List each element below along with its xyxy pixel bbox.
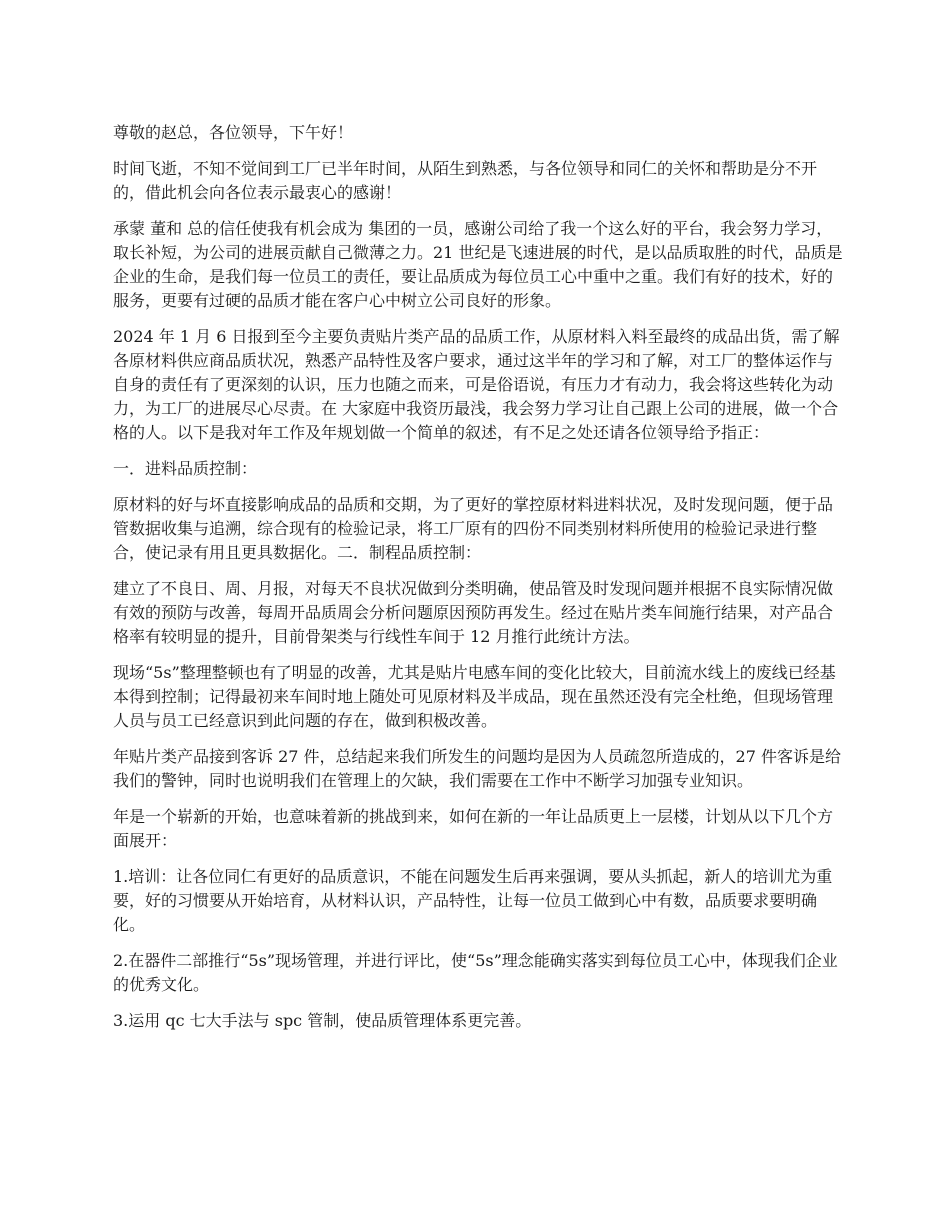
plan-item-training: 1.培训：让各位同仁有更好的品质意识，不能在问题发生后再来强调，要从头抓起，新人的培训尤为重要，好的习惯要从开始培育，从材料认识，产品特性，让每一位员工做到心中有数，品质要求要明确化。 bbox=[113, 867, 833, 934]
greeting: 尊敬的赵总，各位领导，下午好！ bbox=[113, 123, 354, 142]
paragraph-incoming-quality: 原材料的好与坏直接影响成品的品质和交期，为了更好的掌控原材料进料状况，及时发现问题，便于品管数据收集与追溯，综合现有的检验记录，将工厂原有的四份不同类别材料所使用的检验记录进行整合，使记录有用且更具数据化。二．制程品质控制： bbox=[113, 495, 834, 562]
plan-item-qc-spc: 3.运用 qc 七大手法与 spc 管制，使品质管理体系更完善。 bbox=[113, 1011, 532, 1030]
paragraph-process-quality: 建立了不良日、周、月报，对每天不良状况做到分类明确，使品管及时发现问题并根据不良实际情况做有效的预防与改善，每周开品质周会分析问题原因预防再发生。经过在贴片类车间施行结果，对产品合格率有较明显的提升，目前骨架类与行线性车间于 12 月推行此统计方法。 bbox=[113, 579, 834, 646]
paragraph-complaints: 年贴片类产品接到客诉 27 件，总结起来我们所发生的问题均是因为人员疏忽所造成的，27 件客诉是给我们的警钟，同时也说明我们在管理上的欠缺，我们需要在工作中不断学习加强专业知识。 bbox=[113, 747, 841, 790]
paragraph-commitment: 承蒙 董和 总的信任使我有机会成为 集团的一员，感谢公司给了我一个这么好的平台，我会努力学习，取长补短，为公司的进展贡献自己微薄之力。21 世纪是飞速进展的时代，是以品质取胜的时代，品质是企业的生命，是我们每一位员工的责任，要让品质成为每位员工心中重中之重。我们有好的技术，好的服务，更要有过硬的品质才能在客户心中树立公司良好的形象。 bbox=[113, 219, 843, 310]
document-body bbox=[113, 121, 843, 1045]
paragraph-gratitude: 时间飞逝，不知不觉间到工厂已半年时间，从陌生到熟悉，与各位领导和同仁的关怀和帮助是分不开的，借此机会向各位表示最衷心的感谢！ bbox=[113, 159, 818, 202]
section-heading-incoming-quality: 一．进料品质控制： bbox=[113, 459, 258, 478]
paragraph-work-summary: 2024 年 1 月 6 日报到至今主要负责贴片类产品的品质工作，从原材料入料至最终的成品出货，需了解各原材料供应商品质状况，熟悉产品特性及客户要求，通过这半年的学习和了解，对工厂的整体运作与自身的责任有了更深刻的认识，压力也随之而来，可是俗语说，有压力才有动力，我会将这些转化为动力，为工厂的进展尽心尽责。在 大家庭中我资历最浅，我会努力学习让自己跟上公司的进展，做一个合格的人。以下是我对年工作及年规划做一个简单的叙述，有不足之处还请各位领导给予指正： bbox=[113, 327, 840, 442]
paragraph-5s: 现场“5s”整理整顿也有了明显的改善，尤其是贴片电感车间的变化比较大，目前流水线上的废线已经基本得到控制；记得最初来车间时地上随处可见原材料及半成品，现在虽然还没有完全杜绝，但现场管理人员与员工已经意识到此问题的存在，做到积极改善。 bbox=[113, 663, 836, 730]
plan-item-5s: 2.在器件二部推行“5s”现场管理，并进行评比，使“5s”理念能确实落实到每位员工心中，体现我们企业的优秀文化。 bbox=[113, 951, 838, 994]
paragraph-plan-intro: 年是一个崭新的开始，也意味着新的挑战到来，如何在新的一年让品质更上一层楼，计划从以下几个方面展开： bbox=[113, 807, 834, 850]
